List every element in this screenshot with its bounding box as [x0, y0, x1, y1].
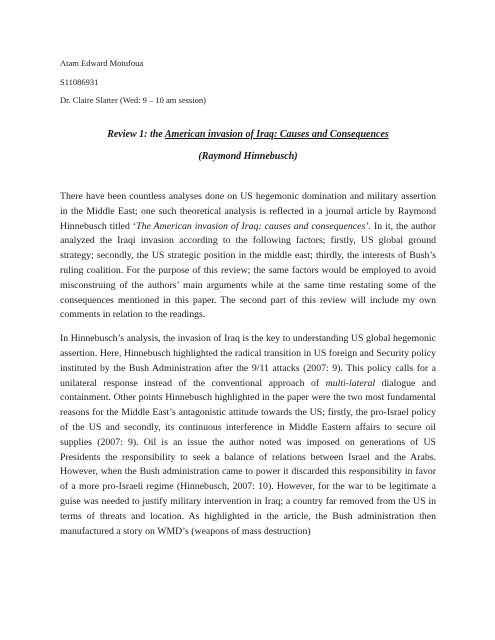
p1-italic: The American invasion of Iraq: causes and consequences’. — [136, 220, 372, 232]
student-id: S11086931 — [60, 76, 99, 87]
p2-italic: multi-lateral — [325, 377, 376, 389]
title-line — [60, 124, 436, 146]
paragraph-1 — [60, 190, 436, 323]
tutor-line: Dr. Claire Slatter (Wed: 9 – 10 am session) — [60, 95, 206, 105]
header-block — [60, 54, 206, 110]
body-text — [60, 190, 436, 548]
p1-text-b: In it, the author analyzed the Iraqi invasion according to the following factors; firstly, US global ground strategy; secondly, the US strategic position in the middle east; thirdly, the interests of Bush’s ruling coalition. For the purpose of this review; the same factors would be employed to avoid misconstruing of the authors’ main arguments while at the same time restating some of the consequences mentioned in this paper. The second part of this review will include my own comments in relation to the readings. — [60, 220, 437, 321]
title-underlined: American invasion of Iraq: Causes and Consequences — [164, 129, 389, 140]
author-name: Atam Edward Motufoua — [60, 58, 144, 68]
title-prefix: Review 1: the — [107, 129, 165, 140]
review-title — [60, 124, 436, 168]
paragraph-2 — [60, 332, 436, 539]
p2-text-a: In Hinnebusch’s analysis, the invasion of Iraq is the key to understanding US global hegemonic assertion. Here, Hinnebusch highlighted the radical transition in US foreign and Security policy instituted by the Bush Administration after the 9/11 attacks (2007: 9). This policy calls for a unilateral response instead of the conventional approach of — [60, 333, 436, 389]
title-author-line: (Raymond Hinnebusch) — [198, 151, 298, 162]
p2-text-b: dialogue and containment. Other points Hinnebusch highlighted in the paper were the two most fundamental reasons for the Middle East’s antagonistic attitude towards the US; firstly, the pro-Israel policy of the US and secondly, its continuous interference in Middle Eastern affairs to secure oil supplies (2007: 9). Oil is an issue the author noted was imposed on generations of US Presidents the responsibility to seek a balance of relations between Israel and the Arabs. However, when the Bush administration came to power it discarded this responsibility in favor of a more pro-Israeli regime (Hinnebusch, 2007: 10). However, for the war to be legitimate a guise was needed to justify military intervention in Iraq; a country far removed from the US in terms of threats and location. As highlighted in the article, the Bush administration then manufactured a story on WMD’s (weapons of mass destruction) — [60, 377, 436, 537]
p1-text-a: There have been countless analyses done on US hegemonic domination and military assertion in the Middle East; one such theoretical analysis is reflected in a journal article by Raymond Hinnebusch titled ‘ — [60, 191, 436, 232]
